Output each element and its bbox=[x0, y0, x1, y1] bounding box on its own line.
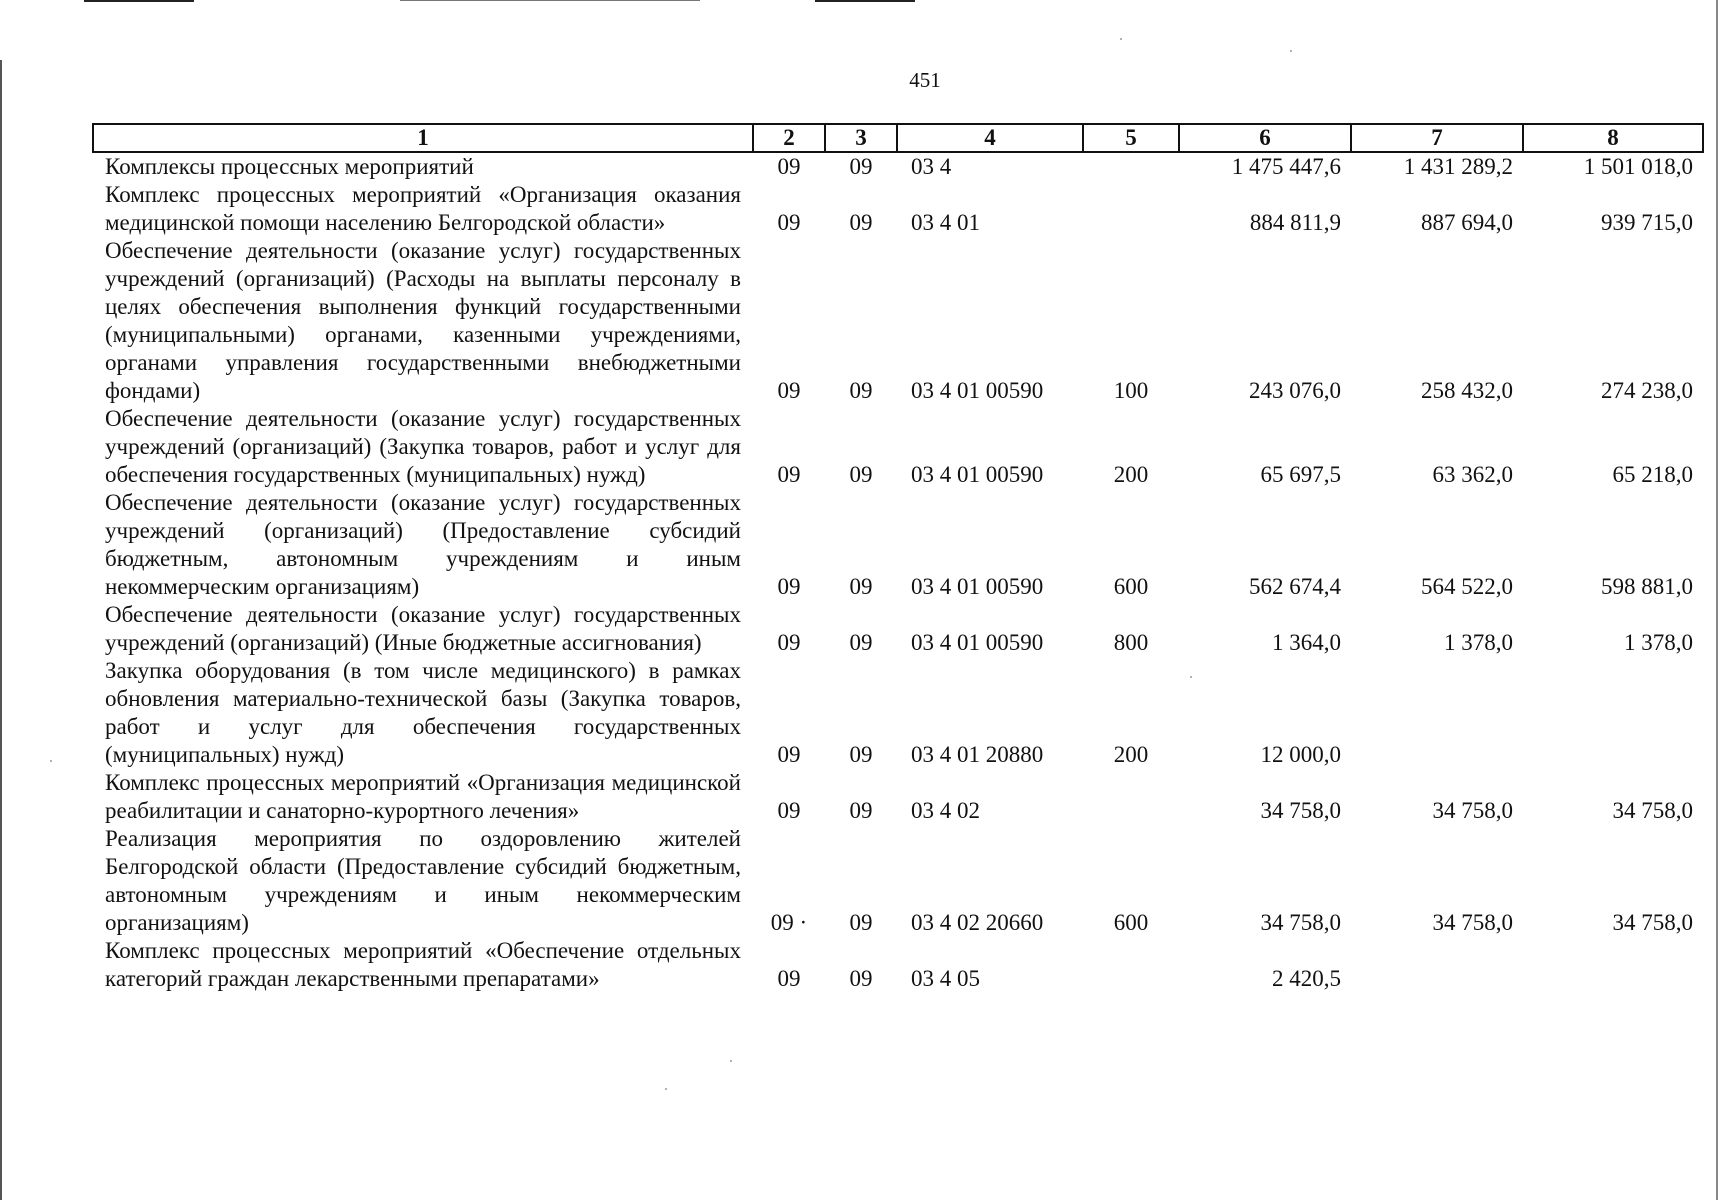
header-row bbox=[93, 124, 1703, 152]
page-number: 451 bbox=[909, 68, 941, 92]
scan-speck bbox=[1120, 38, 1122, 40]
row-col-8: 1 378,0 bbox=[1624, 630, 1693, 655]
row-col-8: 939 715,0 bbox=[1601, 210, 1693, 235]
header-col-8: 8 bbox=[1523, 124, 1703, 152]
row-col-8: 598 881,0 bbox=[1601, 574, 1693, 599]
row-col-7: 258 432,0 bbox=[1421, 378, 1513, 403]
table-row bbox=[93, 405, 1703, 489]
row-col-2: 09 bbox=[777, 966, 801, 991]
row-col-6: 12 000,0 bbox=[1260, 742, 1341, 767]
table-row bbox=[93, 769, 1703, 825]
row-col-6: 2 420,5 bbox=[1272, 966, 1341, 991]
table-row bbox=[93, 152, 1703, 181]
row-col-6: 562 674,4 bbox=[1249, 574, 1341, 599]
row-col-7: 34 758,0 bbox=[1432, 798, 1513, 823]
row-col-5 bbox=[1083, 769, 1179, 825]
row-col-5: 600 bbox=[1113, 574, 1149, 599]
row-col-2: 09 bbox=[777, 742, 801, 767]
row-col-8: 34 758,0 bbox=[1612, 798, 1693, 823]
row-col-3: 09 bbox=[849, 154, 873, 179]
row-col-5 bbox=[1083, 937, 1179, 993]
row-col-7: 564 522,0 bbox=[1421, 574, 1513, 599]
row-col-4: 03 4 01 00590 bbox=[911, 378, 1044, 403]
row-col-6: 1 475 447,6 bbox=[1231, 154, 1341, 179]
row-description: Обеспечение деятельности (оказание услуг) государственных учреждений (организаций) (Иные бюджетные ассигнования) bbox=[105, 602, 741, 655]
scan-artifact-line bbox=[400, 0, 700, 1]
row-col-6: 243 076,0 bbox=[1249, 378, 1341, 403]
row-col-2: 09 bbox=[777, 630, 801, 655]
scan-speck bbox=[665, 1088, 667, 1090]
row-col-3: 09 bbox=[849, 462, 873, 487]
header-col-5: 5 bbox=[1083, 124, 1179, 152]
row-col-5: 100 bbox=[1113, 378, 1149, 403]
row-col-2: 09 · bbox=[770, 910, 808, 935]
row-col-5 bbox=[1083, 152, 1179, 181]
row-description: Обеспечение деятельности (оказание услуг) государственных учреждений (организаций) (Предоставление субсидий бюджетным, автономным учреждениям и иным некоммерческим организациям) bbox=[105, 490, 741, 599]
row-col-7: 1 431 289,2 bbox=[1403, 154, 1513, 179]
table-row bbox=[93, 825, 1703, 937]
row-col-7 bbox=[1351, 937, 1523, 993]
row-col-8: 65 218,0 bbox=[1612, 462, 1693, 487]
scan-speck bbox=[1290, 50, 1292, 52]
row-col-4: 03 4 01 00590 bbox=[911, 630, 1044, 655]
row-col-4: 03 4 02 20660 bbox=[911, 910, 1044, 935]
row-description: Комплекс процессных мероприятий «Организация оказания медицинской помощи населению Белгородской области» bbox=[105, 182, 741, 235]
row-col-6: 65 697,5 bbox=[1260, 462, 1341, 487]
row-col-3: 09 bbox=[849, 378, 873, 403]
row-col-5: 800 bbox=[1113, 630, 1149, 655]
header-col-2: 2 bbox=[753, 124, 825, 152]
row-col-3: 09 bbox=[849, 910, 873, 935]
row-col-7: 34 758,0 bbox=[1432, 910, 1513, 935]
table-row bbox=[93, 937, 1703, 993]
row-col-6: 1 364,0 bbox=[1272, 630, 1341, 655]
header-col-3: 3 bbox=[825, 124, 897, 152]
row-col-7: 887 694,0 bbox=[1421, 210, 1513, 235]
row-col-8: 34 758,0 bbox=[1612, 910, 1693, 935]
row-col-8: 274 238,0 bbox=[1601, 378, 1693, 403]
row-description: Обеспечение деятельности (оказание услуг) государственных учреждений (организаций) (Закупка товаров, работ и услуг для обеспечения государственных (муниципальных) нужд) bbox=[105, 406, 741, 487]
row-col-6: 34 758,0 bbox=[1260, 798, 1341, 823]
row-col-5: 600 bbox=[1113, 910, 1149, 935]
header-col-6: 6 bbox=[1179, 124, 1351, 152]
row-col-8 bbox=[1523, 937, 1703, 993]
row-col-2: 09 bbox=[777, 462, 801, 487]
row-description: Комплекс процессных мероприятий «Организация медицинской реабилитации и санаторно-курортного лечения» bbox=[105, 770, 741, 823]
header-col-4: 4 bbox=[897, 124, 1083, 152]
table-row bbox=[93, 237, 1703, 405]
table-row bbox=[93, 489, 1703, 601]
row-col-8 bbox=[1523, 657, 1703, 769]
row-col-4: 03 4 bbox=[911, 154, 952, 179]
row-col-4: 03 4 01 20880 bbox=[911, 742, 1044, 767]
row-col-5: 200 bbox=[1113, 462, 1149, 487]
row-col-4: 03 4 01 bbox=[911, 210, 980, 235]
row-col-3: 09 bbox=[849, 798, 873, 823]
row-col-4: 03 4 02 bbox=[911, 798, 980, 823]
row-col-3: 09 bbox=[849, 574, 873, 599]
scan-speck bbox=[730, 1060, 732, 1062]
row-col-2: 09 bbox=[777, 798, 801, 823]
scan-speck bbox=[50, 760, 52, 762]
row-col-7 bbox=[1351, 657, 1523, 769]
table-row bbox=[93, 181, 1703, 237]
header-col-1: 1 bbox=[93, 124, 753, 152]
row-col-2: 09 bbox=[777, 378, 801, 403]
row-description: Реализация мероприятия по оздоровлению жителей Белгородской области (Предоставление субсидий бюджетным, автономным учреждениям и иным некоммерческим организациям) bbox=[105, 826, 741, 935]
scan-artifact-line bbox=[815, 0, 915, 2]
table-row bbox=[93, 601, 1703, 657]
scan-edge-left bbox=[0, 60, 2, 1200]
row-col-3: 09 bbox=[849, 742, 873, 767]
row-col-7: 63 362,0 bbox=[1432, 462, 1513, 487]
scan-artifact-line bbox=[84, 0, 194, 2]
row-col-3: 09 bbox=[849, 210, 873, 235]
row-col-2: 09 bbox=[777, 154, 801, 179]
row-col-5: 200 bbox=[1113, 742, 1149, 767]
row-col-4: 03 4 01 00590 bbox=[911, 462, 1044, 487]
header-col-7: 7 bbox=[1351, 124, 1523, 152]
row-col-3: 09 bbox=[849, 630, 873, 655]
row-description: Комплекс процессных мероприятий «Обеспечение отдельных категорий граждан лекарственными препаратами» bbox=[105, 938, 741, 991]
row-description: Обеспечение деятельности (оказание услуг) государственных учреждений (организаций) (Расходы на выплаты персоналу в целях обеспечения выполнения функций государственными (муниципальными) органами, казенными учреждениями, органами управления государственными внебюджетными фондами) bbox=[105, 238, 741, 403]
table-row bbox=[93, 657, 1703, 769]
row-col-4: 03 4 05 bbox=[911, 966, 980, 991]
row-description: Комплексы процессных мероприятий bbox=[105, 154, 474, 179]
row-col-3: 09 bbox=[849, 966, 873, 991]
row-description: Закупка оборудования (в том числе медицинского) в рамках обновления материально-технической базы (Закупка товаров, работ и услуг для обеспечения государственных (муниципальных) нужд) bbox=[105, 658, 741, 767]
row-col-5 bbox=[1083, 181, 1179, 237]
row-col-7: 1 378,0 bbox=[1444, 630, 1513, 655]
row-col-4: 03 4 01 00590 bbox=[911, 574, 1044, 599]
row-col-8: 1 501 018,0 bbox=[1583, 154, 1693, 179]
row-col-6: 884 811,9 bbox=[1249, 210, 1341, 235]
row-col-6: 34 758,0 bbox=[1260, 910, 1341, 935]
row-col-2: 09 bbox=[777, 210, 801, 235]
budget-table bbox=[92, 123, 1704, 993]
row-col-2: 09 bbox=[777, 574, 801, 599]
